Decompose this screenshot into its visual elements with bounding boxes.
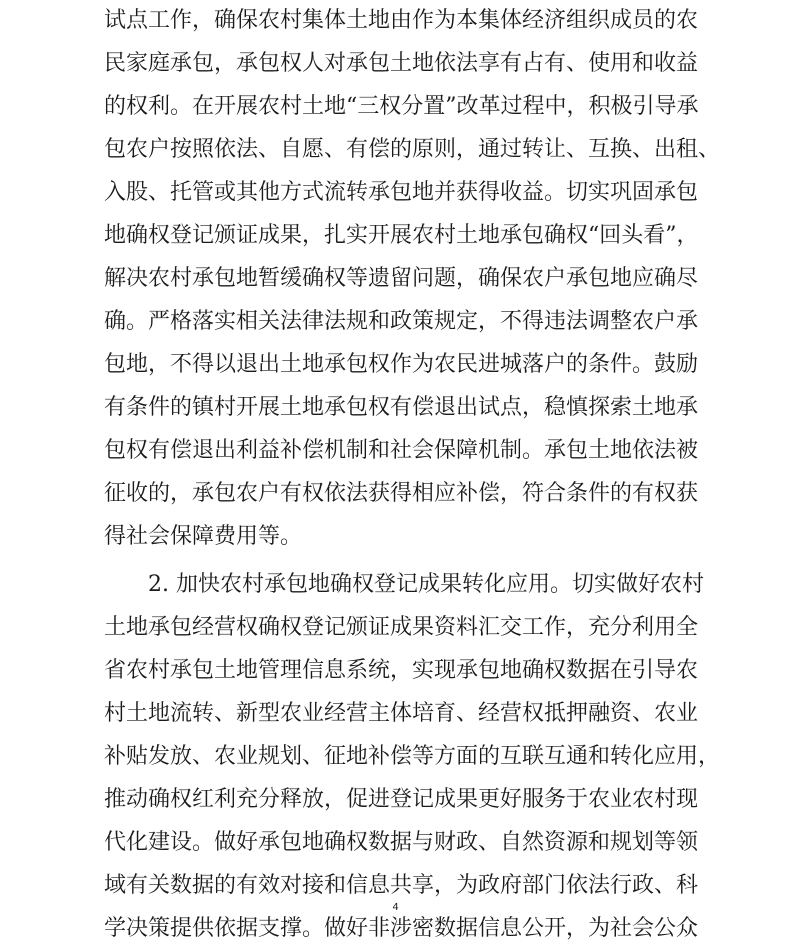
- text-line: 土地承包经营权确权登记颁证成果资料汇交工作，充分利用全: [104, 615, 699, 640]
- text-line: 省农村承包土地管理信息系统，实现承包地确权数据在引导农: [104, 658, 699, 683]
- page-number: 4: [392, 902, 399, 913]
- text-line: 得社会保障费用等。: [104, 524, 303, 549]
- text-line: 民家庭承包，承包权人对承包土地依法享有占有、使用和收益: [104, 51, 699, 76]
- text-line: 推动确权红利充分释放，促进登记成果更好服务于农业农村现: [104, 787, 699, 812]
- text-line: 学决策提供依据支撑。做好非涉密数据信息公开，为社会公众: [104, 916, 699, 941]
- text-line: 代化建设。做好承包地确权数据与财政、自然资源和规划等领: [104, 830, 699, 855]
- text-line: 试点工作，确保农村集体土地由作为本集体经济组织成员的农: [104, 8, 699, 33]
- text-line: 村土地流转、新型农业经营主体培育、经营权抵押融资、农业: [104, 701, 699, 726]
- text-line: 域有关数据的有效对接和信息共享，为政府部门依法行政、科: [104, 873, 699, 898]
- section-heading-line: 2. 加快农村承包地确权登记成果转化应用。切实做好农村: [148, 572, 704, 597]
- text-line: 解决农村承包地暂缓确权等遗留问题，确保农户承包地应确尽: [104, 266, 699, 291]
- text-line: 有条件的镇村开展土地承包权有偿退出试点，稳慎探索土地承: [104, 395, 699, 420]
- text-line: 补贴发放、农业规划、征地补偿等方面的互联互通和转化应用，: [104, 744, 721, 769]
- text-line: 的权利。在开展农村土地“三权分置”改革过程中，积极引导承: [104, 94, 699, 119]
- text-line: 包权有偿退出利益补偿机制和社会保障机制。承包土地依法被: [104, 438, 699, 463]
- text-line: 包农户按照依法、自愿、有偿的原则，通过转让、互换、出租、: [104, 137, 721, 162]
- text-line: 入股、托管或其他方式流转承包地并获得收益。切实巩固承包: [104, 180, 699, 205]
- text-line: 征收的，承包农户有权依法获得相应补偿，符合条件的有权获: [104, 481, 699, 506]
- text-line: 包地，不得以退出土地承包权作为农民进城落户的条件。鼓励: [104, 352, 699, 377]
- text-line: 确。严格落实相关法律法规和政策规定，不得违法调整农户承: [104, 309, 699, 334]
- text-line: 地确权登记颁证成果，扎实开展农村土地承包确权“回头看”，: [104, 223, 699, 248]
